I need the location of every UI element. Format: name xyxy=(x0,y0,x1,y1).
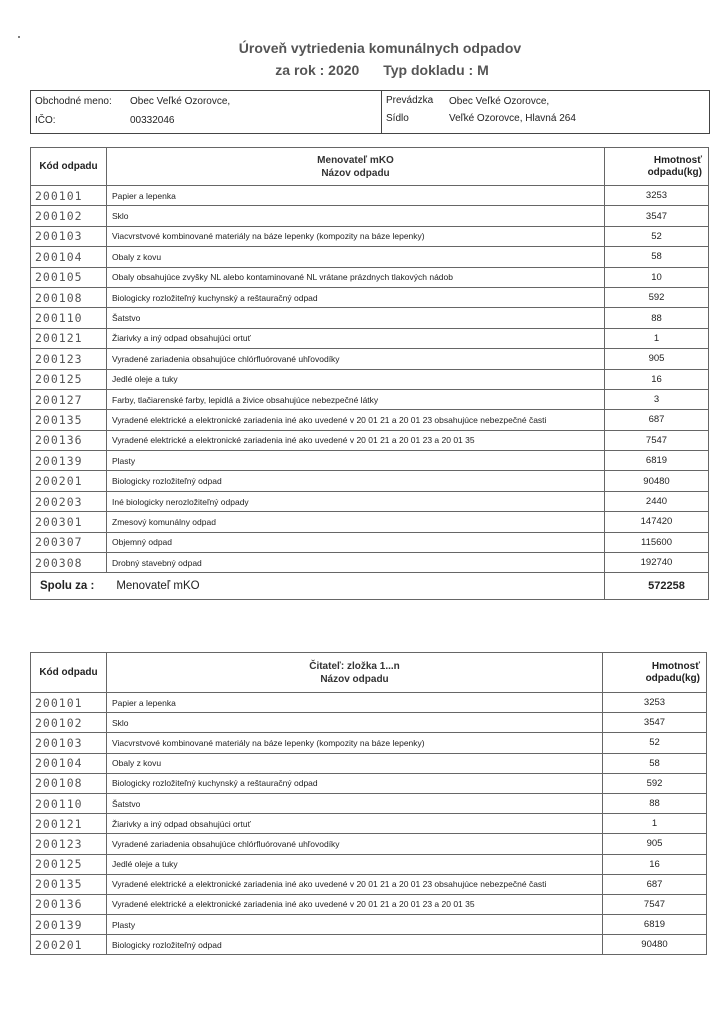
waste-name: Viacvrstvové kombinované materiály na báze lepenky (kompozity na báze lepenky) xyxy=(107,733,603,753)
waste-weight: 687 xyxy=(603,874,707,894)
waste-weight: 592 xyxy=(605,287,709,307)
table-row xyxy=(31,553,709,573)
numerator-waste-table xyxy=(30,652,707,955)
col-header-name-line1: Čitateľ: zložka 1...n xyxy=(309,660,400,672)
total-value: 572258 xyxy=(605,573,709,600)
waste-code: 200121 xyxy=(31,814,107,834)
waste-weight: 52 xyxy=(603,733,707,753)
waste-code: 200139 xyxy=(31,915,107,935)
table-row xyxy=(31,915,707,935)
table-row xyxy=(31,733,707,753)
waste-code: 200104 xyxy=(31,753,107,773)
table-row xyxy=(31,267,709,287)
table-row xyxy=(31,512,709,532)
seat-label: Sídlo xyxy=(386,113,409,124)
waste-code: 200123 xyxy=(31,349,107,369)
col-header-weight-line1: Hmotnosť xyxy=(653,154,702,166)
waste-name: Obaly z kovu xyxy=(107,753,603,773)
document-title: Úroveň vytriedenia komunálnych odpadov xyxy=(238,40,522,56)
denominator-waste-table xyxy=(30,147,709,600)
waste-weight: 905 xyxy=(605,349,709,369)
table-row xyxy=(31,186,709,206)
table-header-row xyxy=(31,653,707,693)
table-row xyxy=(31,430,709,450)
waste-weight: 16 xyxy=(603,854,707,874)
waste-weight: 52 xyxy=(605,226,709,246)
total-row xyxy=(31,573,709,600)
waste-weight: 90480 xyxy=(605,471,709,491)
waste-code: 200102 xyxy=(31,206,107,226)
table-row xyxy=(31,287,709,307)
waste-weight: 687 xyxy=(605,410,709,430)
col-header-name-line1: Menovateľ mKO xyxy=(317,154,394,166)
col-header-weight-line2: odpadu(kg) xyxy=(645,672,700,684)
waste-weight: 6819 xyxy=(603,915,707,935)
col-header-name-line2: Názov odpadu xyxy=(321,167,390,179)
table-row xyxy=(31,308,709,328)
waste-name: Biologicky rozložiteľný odpad xyxy=(107,935,603,955)
table-row xyxy=(31,753,707,773)
waste-code: 200135 xyxy=(31,874,107,894)
waste-code: 200121 xyxy=(31,328,107,348)
waste-name: Vyradené elektrické a elektronické zariadenia iné ako uvedené v 20 01 21 a 20 01 23 obsahujúce nebezpečné časti xyxy=(107,410,605,430)
facility-value: Obec Veľké Ozorovce, xyxy=(449,96,550,107)
waste-weight: 3547 xyxy=(605,206,709,226)
waste-weight: 90480 xyxy=(603,935,707,955)
waste-weight: 3253 xyxy=(603,693,707,713)
waste-name: Iné biologicky nerozložiteľný odpady xyxy=(107,491,605,511)
waste-code: 200110 xyxy=(31,308,107,328)
waste-code: 200103 xyxy=(31,226,107,246)
ico-label: IČO: xyxy=(35,115,56,126)
waste-name: Vyradené zariadenia obsahujúce chlórfluórované uhľovodíky xyxy=(107,834,603,854)
waste-code: 200101 xyxy=(31,186,107,206)
table-row xyxy=(31,532,709,552)
table-row xyxy=(31,834,707,854)
table-row xyxy=(31,226,709,246)
waste-name: Šatstvo xyxy=(107,308,605,328)
waste-weight: 3547 xyxy=(603,713,707,733)
waste-code: 200110 xyxy=(31,793,107,813)
waste-code: 200203 xyxy=(31,491,107,511)
waste-code: 200301 xyxy=(31,512,107,532)
waste-weight: 88 xyxy=(603,793,707,813)
waste-code: 200307 xyxy=(31,532,107,552)
waste-name: Biologicky rozložiteľný kuchynský a reštauračný odpad xyxy=(107,287,605,307)
table-row xyxy=(31,410,709,430)
waste-weight: 3 xyxy=(605,389,709,409)
waste-code: 200127 xyxy=(31,389,107,409)
facility-label: Prevádzka xyxy=(386,95,434,106)
waste-name: Biologicky rozložiteľný odpad xyxy=(107,471,605,491)
waste-weight: 16 xyxy=(605,369,709,389)
waste-code: 200201 xyxy=(31,935,107,955)
waste-weight: 88 xyxy=(605,308,709,328)
table-row xyxy=(31,349,709,369)
info-divider xyxy=(381,91,382,133)
ico-value: 00332046 xyxy=(130,115,175,126)
waste-name: Papier a lepenka xyxy=(107,186,605,206)
waste-name: Žiarivky a iný odpad obsahujúci ortuť xyxy=(107,328,605,348)
waste-name: Jedlé oleje a tuky xyxy=(107,854,603,874)
table-row xyxy=(31,894,707,914)
business-name-value: Obec Veľké Ozorovce, xyxy=(130,96,231,107)
col-header-weight-line1: Hmotnosť xyxy=(651,660,700,672)
table-row xyxy=(31,247,709,267)
waste-name: Objemný odpad xyxy=(107,532,605,552)
waste-code: 200123 xyxy=(31,834,107,854)
col-header-name xyxy=(107,148,605,186)
waste-code: 200135 xyxy=(31,410,107,430)
doc-type-label: Typ dokladu : M xyxy=(383,62,489,78)
table-row xyxy=(31,854,707,874)
waste-weight: 1 xyxy=(603,814,707,834)
waste-name: Vyradené elektrické a elektronické zariadenia iné ako uvedené v 20 01 21 a 20 01 23 a 20 01 35 xyxy=(107,430,605,450)
waste-name: Papier a lepenka xyxy=(107,693,603,713)
waste-name: Biologicky rozložiteľný kuchynský a reštauračný odpad xyxy=(107,773,603,793)
waste-weight: 2440 xyxy=(605,491,709,511)
table-row xyxy=(31,814,707,834)
waste-name: Vyradené elektrické a elektronické zariadenia iné ako uvedené v 20 01 21 a 20 01 23 a 20 01 35 xyxy=(107,894,603,914)
waste-weight: 3253 xyxy=(605,186,709,206)
waste-name: Obaly z kovu xyxy=(107,247,605,267)
scan-speck xyxy=(18,36,20,38)
company-info-box xyxy=(30,90,710,134)
table-row xyxy=(31,471,709,491)
waste-code: 200105 xyxy=(31,267,107,287)
waste-weight: 7547 xyxy=(605,430,709,450)
waste-name: Viacvrstvové kombinované materiály na báze lepenky (kompozity na báze lepenky) xyxy=(107,226,605,246)
waste-weight: 905 xyxy=(603,834,707,854)
waste-weight: 58 xyxy=(603,753,707,773)
seat-value: Veľké Ozorovce, Hlavná 264 xyxy=(449,113,576,124)
waste-name: Plasty xyxy=(107,451,605,471)
waste-name: Jedlé oleje a tuky xyxy=(107,369,605,389)
waste-code: 200136 xyxy=(31,430,107,450)
waste-code: 200139 xyxy=(31,451,107,471)
col-header-weight xyxy=(605,148,709,186)
table-row xyxy=(31,935,707,955)
col-header-code: Kód odpadu xyxy=(31,148,107,186)
waste-code: 200102 xyxy=(31,713,107,733)
waste-code: 200103 xyxy=(31,733,107,753)
waste-code: 200125 xyxy=(31,854,107,874)
waste-name: Šatstvo xyxy=(107,793,603,813)
col-header-name xyxy=(107,653,603,693)
waste-name: Sklo xyxy=(107,713,603,733)
waste-name: Zmesový komunálny odpad xyxy=(107,512,605,532)
col-header-code: Kód odpadu xyxy=(31,653,107,693)
waste-weight: 192740 xyxy=(605,553,709,573)
waste-weight: 147420 xyxy=(605,512,709,532)
waste-weight: 115600 xyxy=(605,532,709,552)
table-row xyxy=(31,773,707,793)
waste-code: 200101 xyxy=(31,693,107,713)
table-row xyxy=(31,328,709,348)
waste-name: Drobný stavebný odpad xyxy=(107,553,605,573)
waste-code: 200108 xyxy=(31,773,107,793)
col-header-weight-line2: odpadu(kg) xyxy=(647,166,702,178)
waste-name: Žiarivky a iný odpad obsahujúci ortuť xyxy=(107,814,603,834)
waste-name: Plasty xyxy=(107,915,603,935)
waste-code: 200201 xyxy=(31,471,107,491)
waste-weight: 10 xyxy=(605,267,709,287)
table-header-row xyxy=(31,148,709,186)
waste-weight: 58 xyxy=(605,247,709,267)
waste-name: Obaly obsahujúce zvyšky NL alebo kontaminované NL vrátane prázdnych tlakových nádob xyxy=(107,267,605,287)
waste-code: 200108 xyxy=(31,287,107,307)
total-sublabel: Menovateľ mKO xyxy=(116,580,200,593)
waste-name: Vyradené zariadenia obsahujúce chlórfluórované uhľovodíky xyxy=(107,349,605,369)
waste-code: 200104 xyxy=(31,247,107,267)
table-row xyxy=(31,369,709,389)
total-label: Spolu za : xyxy=(40,580,95,593)
waste-code: 200308 xyxy=(31,553,107,573)
table-row xyxy=(31,693,707,713)
table-row xyxy=(31,206,709,226)
business-name-label: Obchodné meno: xyxy=(35,96,112,107)
table-row xyxy=(31,451,709,471)
waste-weight: 7547 xyxy=(603,894,707,914)
year-label: za rok : 2020 xyxy=(275,62,360,78)
table-row xyxy=(31,389,709,409)
waste-code: 200136 xyxy=(31,894,107,914)
table-row xyxy=(31,874,707,894)
waste-weight: 592 xyxy=(603,773,707,793)
col-header-weight xyxy=(603,653,707,693)
waste-name: Sklo xyxy=(107,206,605,226)
col-header-name-line2: Názov odpadu xyxy=(320,673,389,685)
table-row xyxy=(31,793,707,813)
total-label-cell xyxy=(31,573,605,600)
waste-weight: 1 xyxy=(605,328,709,348)
waste-weight: 6819 xyxy=(605,451,709,471)
waste-code: 200125 xyxy=(31,369,107,389)
table-row xyxy=(31,713,707,733)
table-row xyxy=(31,491,709,511)
document-subtitle xyxy=(0,62,724,78)
waste-name: Vyradené elektrické a elektronické zariadenia iné ako uvedené v 20 01 21 a 20 01 23 obsahujúce nebezpečné časti xyxy=(107,874,603,894)
waste-name: Farby, tlačiarenské farby, lepidlá a živice obsahujúce nebezpečné látky xyxy=(107,389,605,409)
